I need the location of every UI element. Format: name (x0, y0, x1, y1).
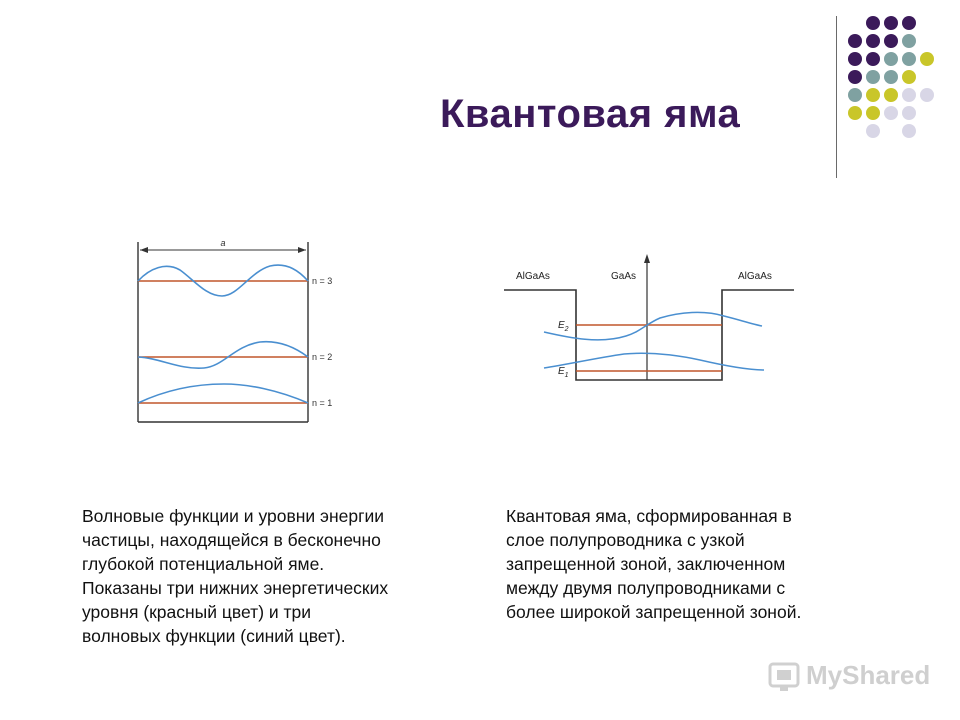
slide-title: Квантовая яма (440, 92, 741, 136)
decor-dot (866, 34, 880, 48)
decor-dot (848, 88, 862, 102)
decor-dot (884, 34, 898, 48)
infinite-well-figure (120, 232, 360, 432)
heterostructure-well-figure (500, 248, 810, 398)
watermark-logo-icon (766, 656, 806, 696)
barrier-right-label: AlGaAs (738, 271, 772, 282)
decor-dot (866, 16, 880, 30)
energy-axis-arrow (644, 254, 650, 263)
band-edge-profile (504, 290, 794, 380)
decor-dot (920, 52, 934, 66)
caption-infinite-well: Волновые функции и уровни энергии частицы, находящейся в бесконечно глубокой потенциальной яме. Показаны три нижних энергетических уровня (красный цвет) и три волновых функции (синий цвет). (82, 506, 389, 646)
decor-dot (884, 106, 898, 120)
energy-label-e1: $E_1$ (558, 366, 569, 379)
decor-dot (848, 70, 862, 84)
decor-dot (884, 88, 898, 102)
decor-dot (902, 52, 916, 66)
decor-dot (902, 70, 916, 84)
width-arrow-left (140, 247, 148, 253)
decor-dot (866, 88, 880, 102)
decor-divider-line (836, 16, 837, 178)
level-label-n3: n = 3 (312, 276, 333, 286)
decor-dot (884, 52, 898, 66)
wavefunction-n1 (138, 384, 308, 403)
width-arrow-right (298, 247, 306, 253)
decor-dot (866, 124, 880, 138)
decor-dot (920, 88, 934, 102)
well-material-label: GaAs (611, 271, 637, 282)
energy-label-e2: $E_2$ (558, 320, 569, 333)
decor-dot (848, 52, 862, 66)
decor-dot (902, 34, 916, 48)
width-label: a (220, 238, 226, 248)
decor-dot (866, 52, 880, 66)
decor-dot (902, 124, 916, 138)
caption-heterostructure: Квантовая яма, сформированная в слое полупроводника с узкой запрещенной зоной, заключенном между двумя полупроводниками с более широкой запрещенной зоной. (506, 506, 802, 622)
barrier-left-label: AlGaAs (516, 271, 550, 282)
decor-dot (902, 88, 916, 102)
decor-dot (884, 70, 898, 84)
decor-dot (884, 16, 898, 30)
decor-dot (848, 106, 862, 120)
level-label-n1: n = 1 (312, 398, 333, 408)
decor-dot (848, 34, 862, 48)
decor-dot (902, 16, 916, 30)
decor-dot (902, 106, 916, 120)
watermark-text: MyShared (806, 660, 931, 690)
wavefunction-n2 (138, 342, 308, 369)
level-label-n2: n = 2 (312, 352, 333, 362)
decor-dot (866, 106, 880, 120)
wavefunction-e1 (544, 353, 764, 370)
decor-dot (866, 70, 880, 84)
